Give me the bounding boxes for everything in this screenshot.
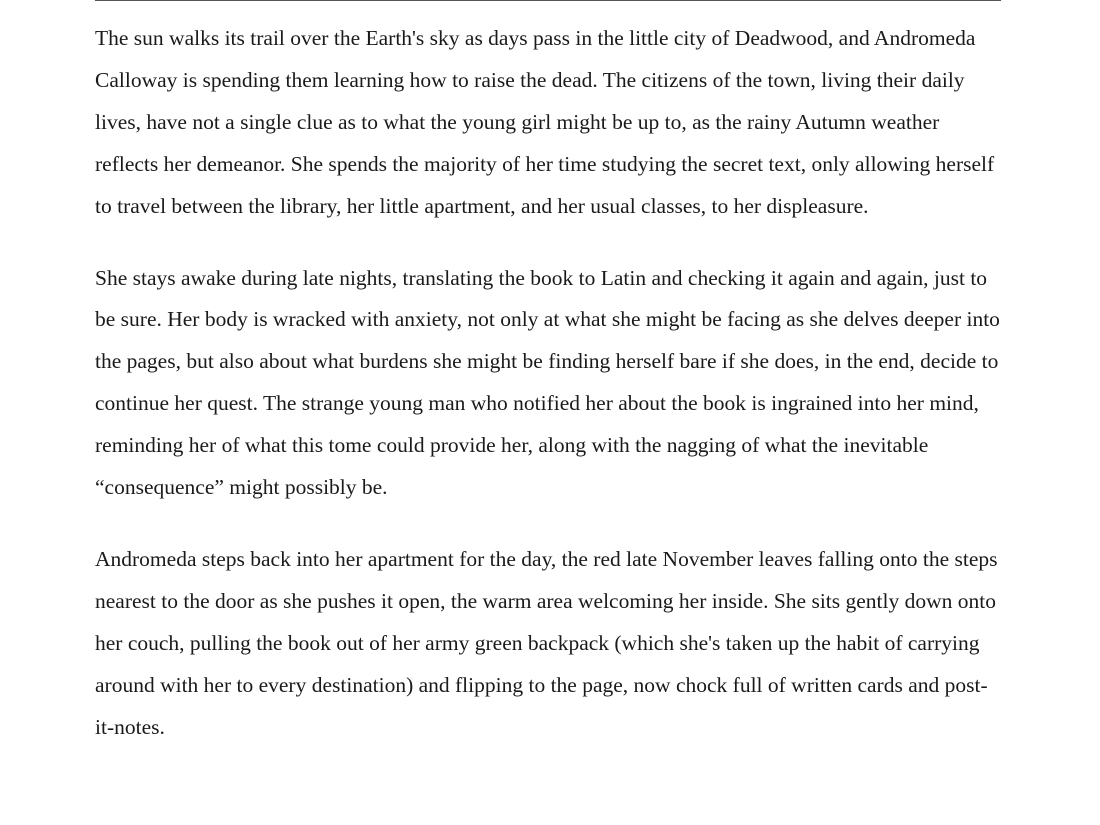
- paragraph-3: Andromeda steps back into her apartment for the day, the red late November leaves falling onto the steps nearest to the door as she pushes it open, the warm area welcoming her inside. She sits gently down onto her couch, pulling the book out of her army green backpack (which she's taken up the habit of carrying around with her to every destination) and flipping to the page, now chock full of written cards and post-it-notes.: [95, 546, 998, 739]
- document-body: [95, 18, 1005, 749]
- page-top-border: [95, 0, 1001, 1]
- paragraph-1: The sun walks its trail over the Earth's sky as days pass in the little city of Deadwood, and Andromeda Calloway is spending them learning how to raise the dead. The citizens of the town, living their daily lives, have not a single clue as to what the young girl might be up to, as the rainy Autumn weather reflects her demeanor. She spends the majority of her time studying the secret text, only allowing herself to travel between the library, her little apartment, and her usual classes, to her displeasure.: [95, 26, 995, 218]
- paragraph-2: She stays awake during late nights, translating the book to Latin and checking it again and again, just to be sure. Her body is wracked with anxiety, not only at what she might be facing as she delves deeper into the pages, but also about what burdens she might be finding herself bare if she does, in the end, decide to continue her quest. The strange young man who notified her about the book is ingrained into her mind, reminding her of what this tome could provide her, along with the nagging of what the inevitable “consequence” might possibly be.: [95, 265, 1000, 500]
